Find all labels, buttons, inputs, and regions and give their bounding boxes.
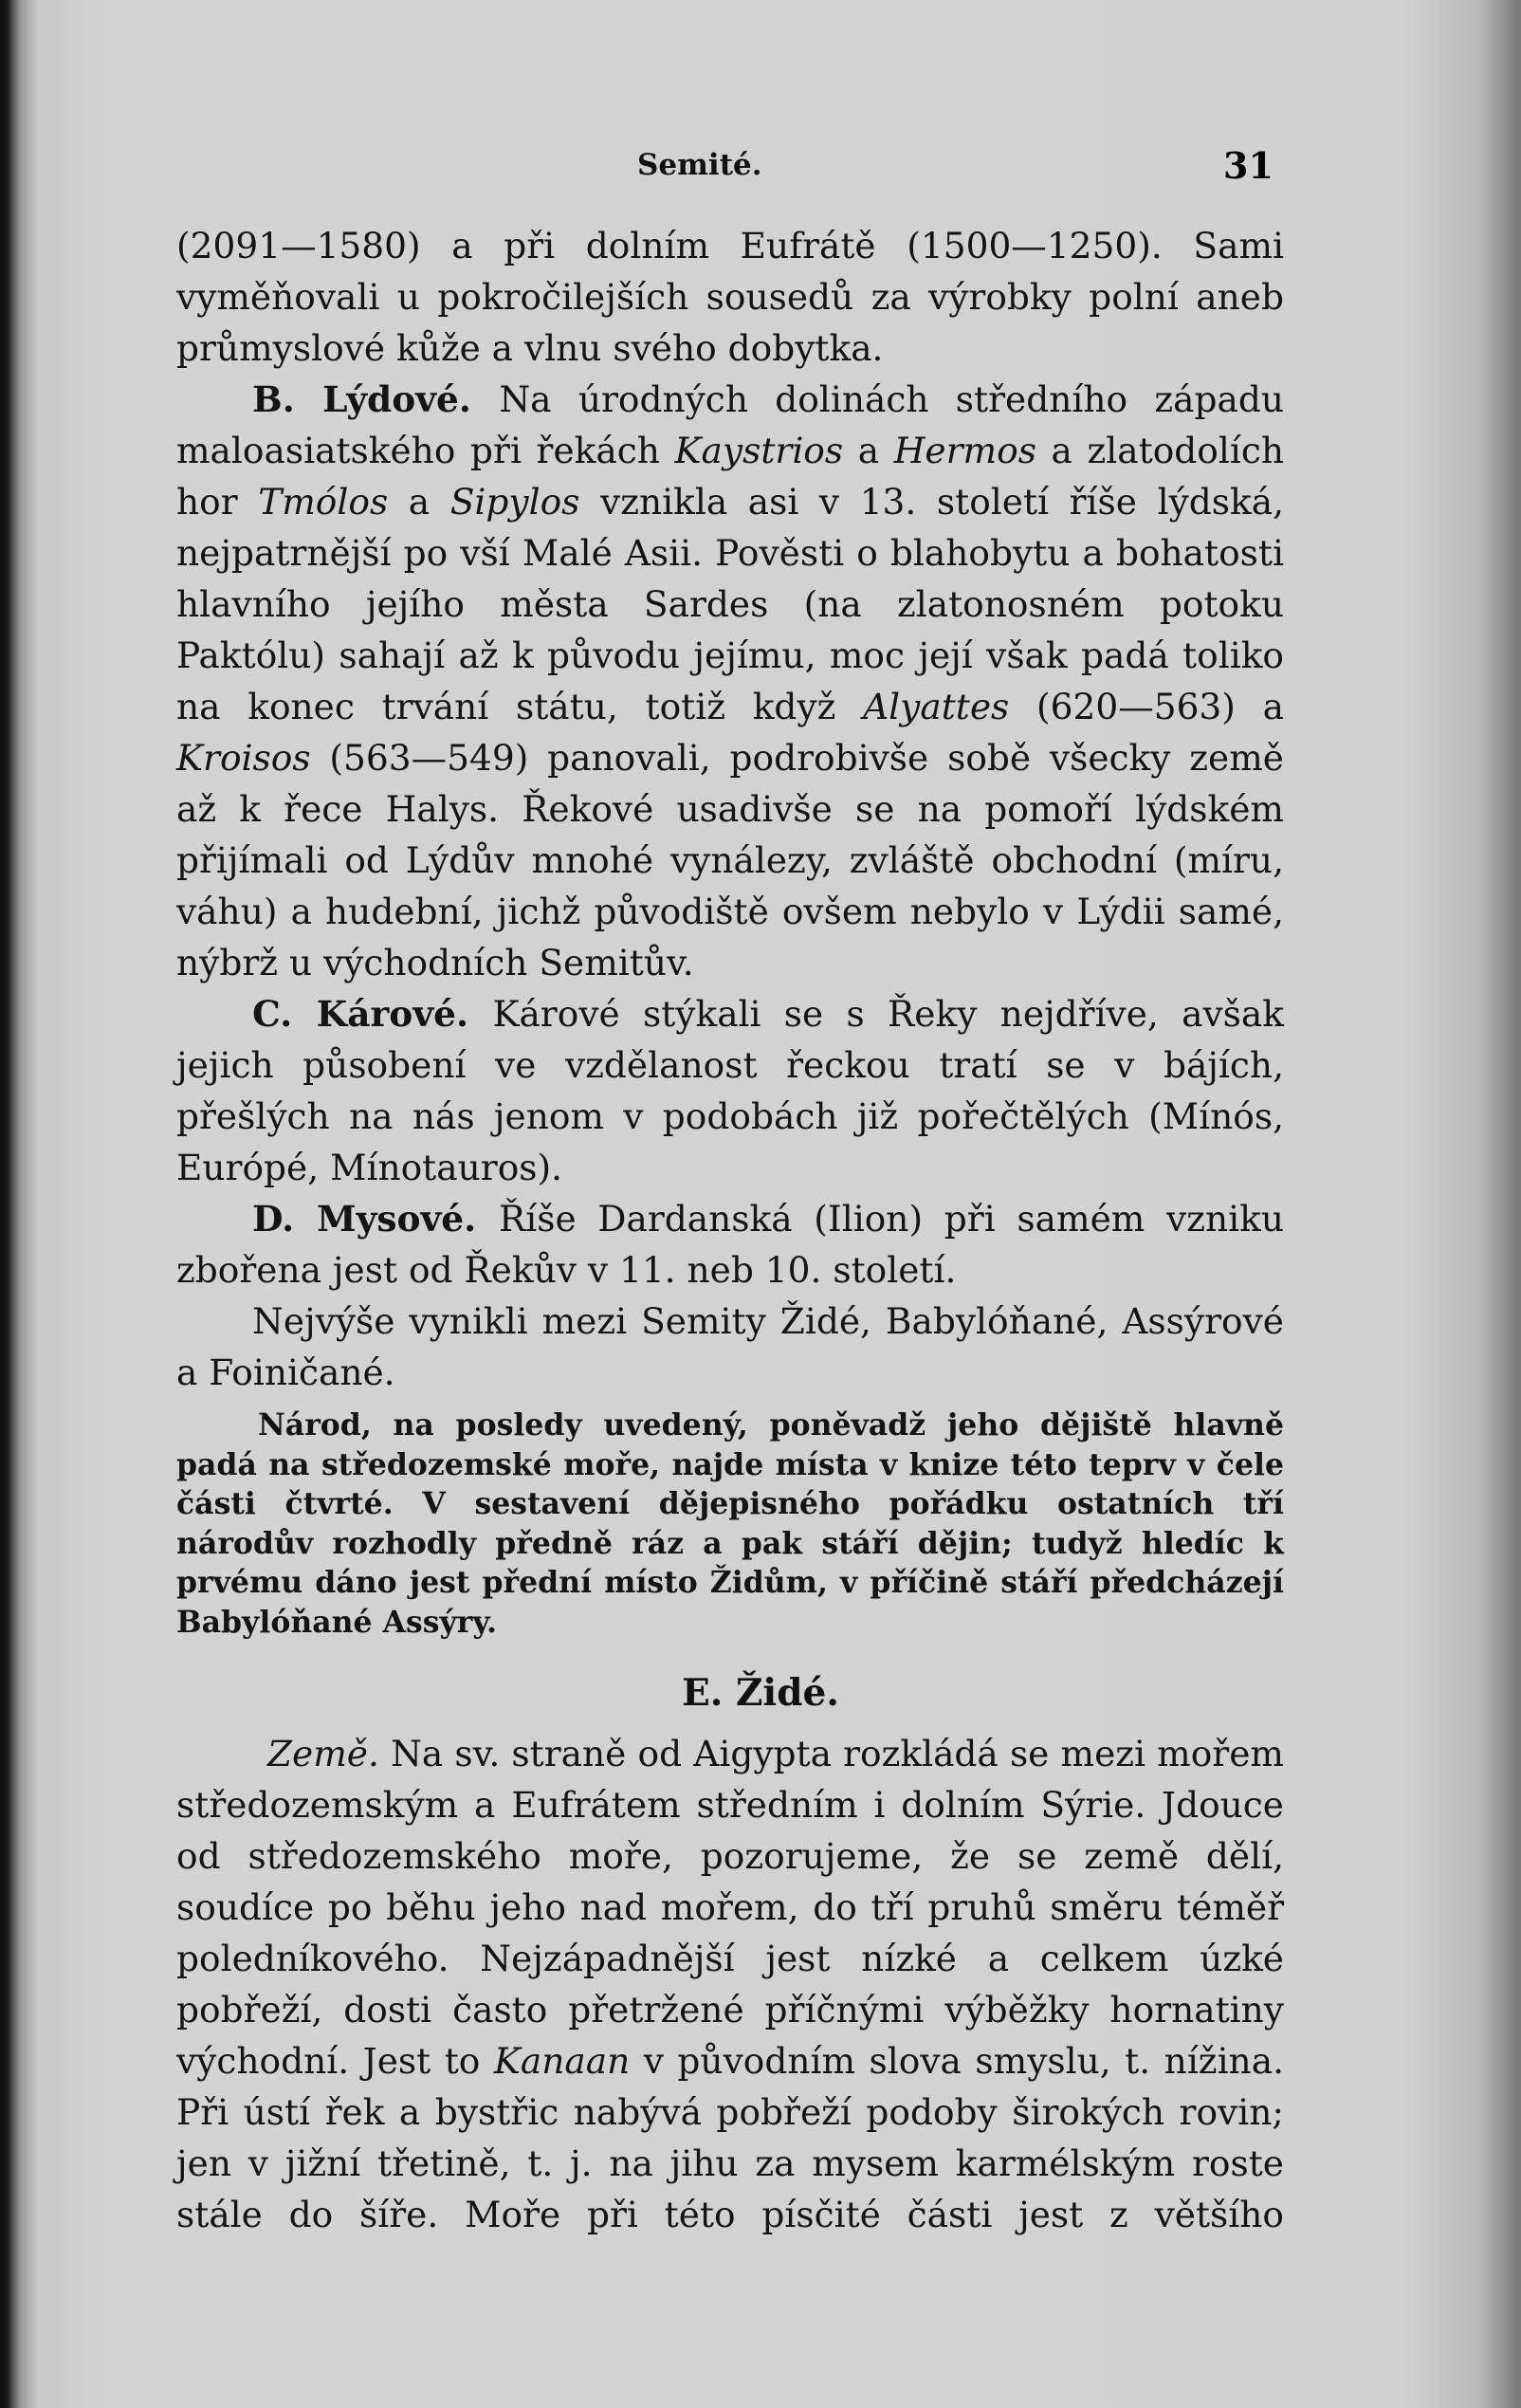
section-heading-zide: E. Židé.	[682, 1671, 839, 1715]
text-run: (563—549) panovali, podrobivše sobě všecky země až k řece Halys. Řekové usadivše se na pomoří lýdském přijímali od Lýdův mnohé vynálezy, zvláště obchodní (míru, váhu) a hudební, jichž původiště ovšem nebylo v Lýdii samé, nýbrž u východních Semitův.	[176, 737, 1284, 983]
ruler-name: Kroisos	[176, 737, 311, 779]
text-run: (2091—1580) a při dolním Eufrátě (1500—1250). Sami vyměňovali u pokročilejších sousedů za výrobky polní aneb průmyslové kůže a vlnu svého dobytka.	[176, 225, 1284, 369]
place-name: Sipylos	[449, 481, 580, 523]
text-run: Říše Dardanská (Ilion) při samém vzniku zbořena jest od Řekův v 11. neb 10. století.	[176, 1198, 1284, 1291]
text-run: Nejvýše vynikli mezi Semity Židé, Babylóňané, Assýrové a Foiničané.	[176, 1300, 1284, 1393]
footnote: Národ, na posledy uvedený, poněvadž jeho dějiště hlavně padá na středozemské moře, najde místa v knize této teprv v čele části čtvrté. V sestavení dějepisného pořádku ostatních tří národův rozhodly předně ráz a pak stáří dějin; tudyž hledíc k prvému dáno jest přední místo Židům, v příčině stáří předcházejí Babylóňané Assýry.	[176, 1407, 1284, 1640]
body-text-lower	[176, 1728, 1284, 2240]
body-text-upper	[176, 220, 1284, 1398]
paragraph-semite-summary	[176, 1296, 1284, 1398]
text-run: Kárové stýkali se s Řeky nejdříve, avšak jejich působení ve vzdělanost řeckou tratí se v bájích, přešlých na nás jenom v podobách již pořečtělých (Mínós, Európé, Mínotauros).	[176, 993, 1285, 1188]
text-run: v původním slova smyslu, t. nížina. Při ústí řek a bystřic nabývá pobřeží podoby širokých rovin; jen v jižní třetině, t. j. na jihu za mysem karmélským roste stále do šíře. Moře při této písčité části jest z většího	[176, 2040, 1284, 2235]
page-header	[0, 144, 1521, 205]
paragraph-karove	[176, 988, 1284, 1193]
place-name: Hermos	[893, 430, 1036, 471]
paragraph-zeme	[176, 1728, 1284, 2240]
paragraph-mysove	[176, 1193, 1284, 1296]
ruler-name: Alyattes	[863, 686, 1010, 727]
place-name: Kanaan	[493, 2040, 631, 2082]
text-run: a zlatodolích hor	[176, 430, 1284, 523]
text-run: a	[388, 481, 450, 523]
text-run: a	[843, 430, 894, 471]
running-head: Semité.	[637, 148, 762, 182]
section-label-mysove: D. Mysové.	[252, 1198, 500, 1240]
place-name: Kaystrios	[674, 430, 844, 471]
place-name: Tmólos	[258, 481, 389, 523]
section-label-zeme: Země.	[267, 1733, 379, 1774]
paragraph-1	[176, 220, 1284, 374]
text-run: (620—563) a	[1009, 686, 1284, 727]
text-run: Na úrodných dolinách středního západu maloasiatského při řekách	[176, 378, 1284, 471]
text-run: vznikla asi v 13. století říše lýdská, nejpatrnější po vší Malé Asii. Pověsti o blahobytu a bohatosti hlavního jejího města Sardes (na zlatonosném potoku Paktólu) sahají až k původu jejímu, moc její však padá toliko na konec trvání státu, totiž když	[176, 481, 1284, 727]
text-run: Na sv. straně od Aigypta rozkládá se mezi mořem středozemským a Eufrátem středním i dolním Sýrie. Jdouce od středozemského moře, pozorujeme, že se země dělí, soudíce po běhu jeho nad mořem, do tří pruhů směru téměř poledníkového. Nejzápadnější jest nízké a celkem úzké pobřeží, dosti často přetržené příčnými výběžky hornatiny východní. Jest to	[176, 1733, 1284, 2082]
paragraph-lydove	[176, 374, 1284, 988]
section-label-lydove: B. Lýdové.	[252, 378, 500, 420]
page-number: 31	[1223, 144, 1274, 187]
section-label-karove: C. Kárové.	[252, 993, 493, 1035]
